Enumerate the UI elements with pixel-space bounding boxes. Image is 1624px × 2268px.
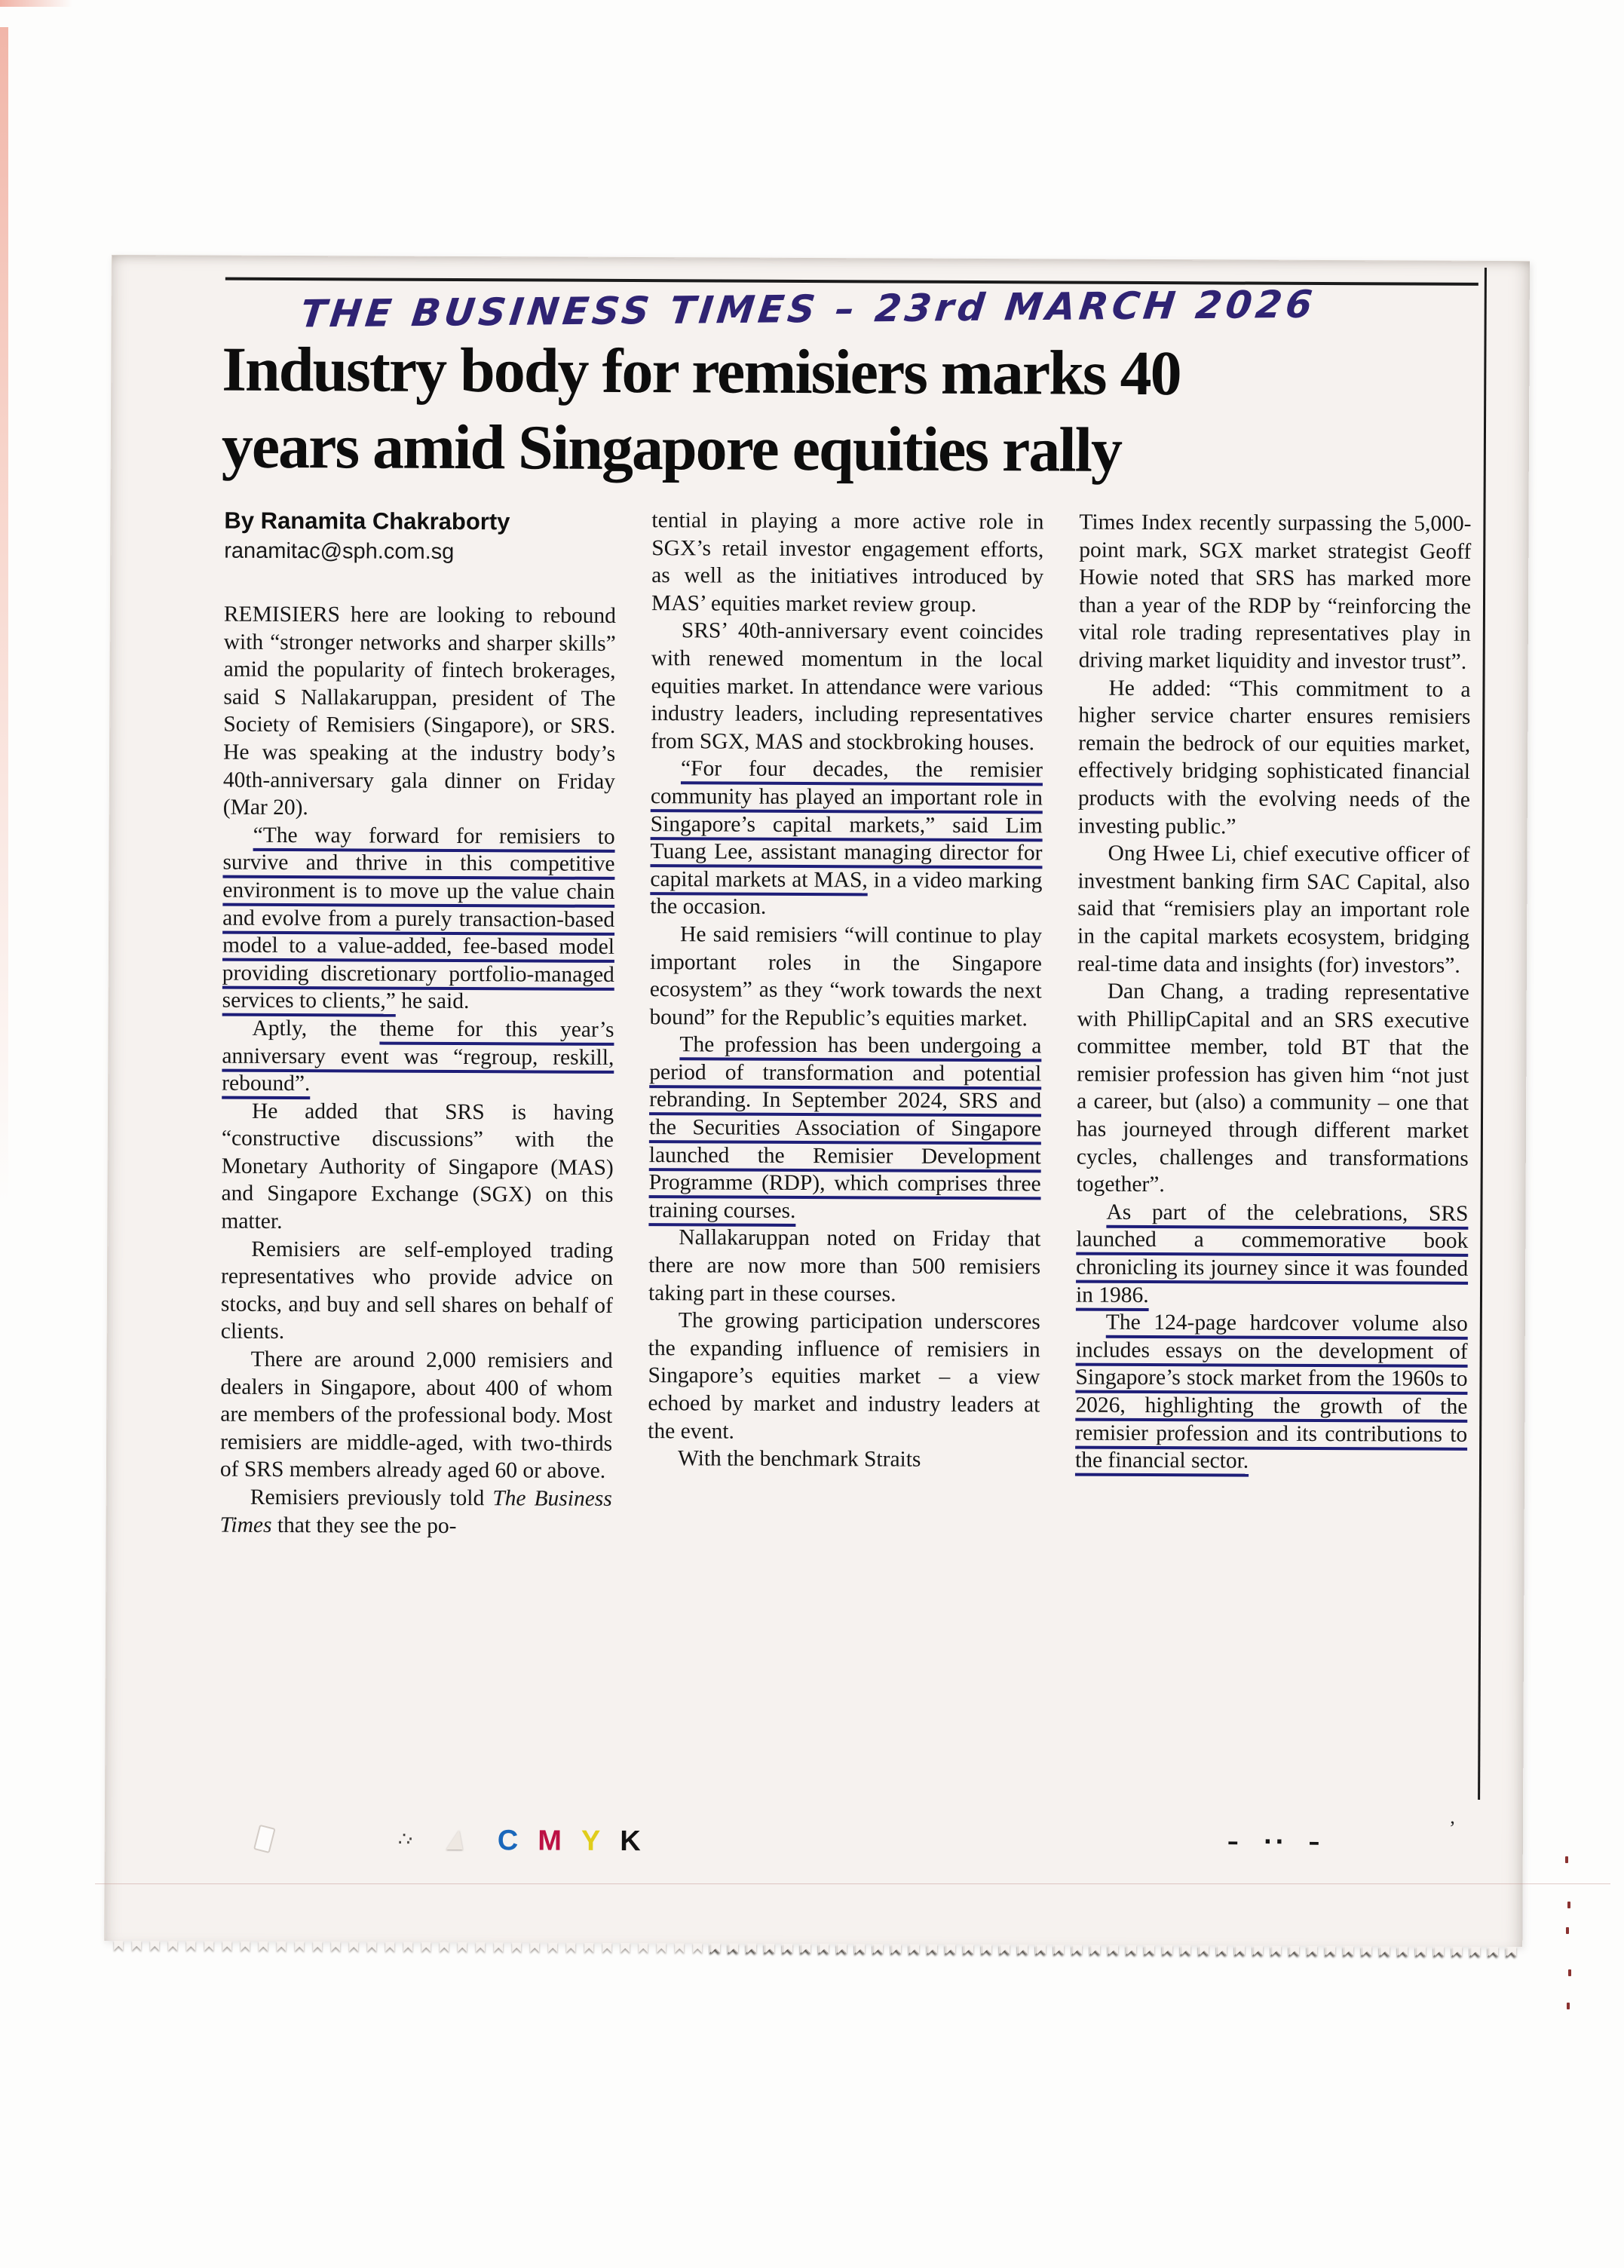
scan-artifact bbox=[1568, 1969, 1571, 1976]
article-paragraph bbox=[648, 1224, 1040, 1309]
scan-edge-tint-top bbox=[0, 0, 72, 7]
article-paragraph bbox=[1076, 1198, 1469, 1310]
text-segment: Remisiers are self-employed trading representatives who provide advice on stocks, and buy and sell shares on behalf of clients. bbox=[220, 1237, 614, 1344]
column-body bbox=[1075, 509, 1472, 1476]
headline-line-1: Industry body for remisiers marks 40 bbox=[222, 334, 1181, 409]
paper-smudge-triangle bbox=[446, 1830, 463, 1850]
pen-underlined-text: “For four decades, the remisier community has played an important role in Singapore’s capital markets,” said Lim Tuang Lee, assistant managing director for capital markets at MAS, bbox=[650, 756, 1043, 893]
text-segment: Dan Chang, a trading representative with PhillipCapital and an SRS executive committee member, told BT that the remisier profession has given him “not just a career, but (also) a community – one that has journeyed through different market cycles, challenges and transformations together”. bbox=[1076, 979, 1469, 1197]
text-segment: He added: “This commitment to a higher service charter ensures remisiers remain the bedrock of our equities market, effectively bridging sophisticated financial products with the evolving needs of the investing public.” bbox=[1077, 676, 1471, 839]
newspaper-clipping bbox=[104, 255, 1530, 1947]
cmyk-letter-k: K bbox=[620, 1825, 641, 1858]
ink-speck bbox=[1449, 1817, 1456, 1840]
article-paragraph bbox=[650, 755, 1043, 922]
cmyk-letter-c: C bbox=[497, 1825, 519, 1857]
pen-underlined-text: theme for this year’s anniversary event was “regroup, reskill, rebound”. bbox=[222, 1016, 614, 1096]
text-segment: Aptly, the bbox=[252, 1016, 380, 1041]
text-segment: With the benchmark Straits bbox=[677, 1446, 921, 1472]
headline-line-2: years amid Singapore equities rally bbox=[221, 411, 1122, 486]
handwritten-date-note: THE BUSINESS TIMES – 23rd MARCH 2026 bbox=[298, 282, 1319, 336]
article-paragraph bbox=[220, 1484, 612, 1540]
text-segment: Nallakaruppan noted on Friday that there are now more than 500 remisiers taking part in these courses. bbox=[648, 1225, 1041, 1307]
text-segment: Remisiers previously told bbox=[250, 1485, 493, 1511]
article-paragraph bbox=[650, 921, 1043, 1033]
byline: By Ranamita Chakraborty bbox=[224, 507, 510, 535]
scan-edge-tint-left bbox=[0, 27, 8, 1203]
text-segment: Ong Hwee Li, chief executive officer of investment banking firm SAC Capital, also said that “remisiers play an important role in the capital markets ecosystem, bridging real-time data and insights (for) investors”. bbox=[1077, 841, 1470, 978]
scan-artifact bbox=[1567, 1902, 1570, 1908]
scan-fold-line bbox=[95, 1883, 1610, 1884]
pen-underlined-text: The 124-page hardcover volume also includes essays on the development of Singapore’s stock market from the 1960s to 2026, highlighting the growth of the remisier profession and its contributions to the financial sector. bbox=[1074, 1310, 1468, 1473]
article-paragraph bbox=[220, 1346, 613, 1485]
text-segment: The growing participation underscores the expanding influence of remisiers in Singapore’s equities market – a view echoed by market and industry leaders at the event. bbox=[648, 1308, 1040, 1444]
print-marks-row bbox=[106, 1822, 1523, 1866]
text-segment: REMISIERS here are looking to rebound with “stronger networks and sharper skills” amid the popularity of fintech brokerages, said S Nallakaruppan, president of The Society of Remisiers (Singapore), or SRS. He was speaking at the industry body’s 40th-anniversary gala dinner on Friday (Mar 20). bbox=[222, 602, 616, 820]
registration-dashes: – ·· – bbox=[1227, 1828, 1323, 1856]
article-paragraph bbox=[222, 821, 615, 1016]
cmyk-letter-m: M bbox=[538, 1825, 562, 1857]
article-paragraph bbox=[221, 1235, 614, 1347]
column-rule bbox=[1478, 268, 1487, 1800]
text-segment: in a video marking the occasion. bbox=[650, 868, 1043, 920]
article-paragraph bbox=[221, 1097, 614, 1237]
article-paragraph bbox=[651, 618, 1043, 757]
text-segment: he said. bbox=[395, 988, 470, 1014]
headline bbox=[222, 332, 1527, 492]
article-paragraph bbox=[223, 601, 616, 823]
paper-smudge bbox=[253, 1825, 276, 1853]
article-paragraph bbox=[1078, 674, 1471, 841]
byline-email: ranamitac@sph.com.sg bbox=[224, 538, 455, 564]
torn-edge-shadow bbox=[700, 1943, 1522, 1957]
column-body bbox=[220, 601, 616, 1540]
scan-artifact bbox=[1566, 1927, 1569, 1934]
ink-speck bbox=[298, 1298, 308, 1316]
article-columns bbox=[219, 505, 1473, 1826]
article-paragraph bbox=[648, 1307, 1040, 1446]
scan-artifact bbox=[1567, 2003, 1570, 2009]
article-paragraph bbox=[1079, 509, 1472, 676]
column-body bbox=[648, 507, 1044, 1474]
article-paragraph bbox=[651, 507, 1044, 619]
article-column-3 bbox=[1074, 509, 1472, 1826]
ink-speck bbox=[398, 1828, 411, 1851]
pen-underlined-text: The profession has been undergoing a period of transformation and potential rebranding. In September 2024, SRS and the Securities Association of Singapore launched the Remisier Development Programme (RDP), which comprises three training courses. bbox=[648, 1032, 1042, 1223]
cmyk-letter-y: Y bbox=[581, 1825, 601, 1857]
text-segment: Times Index recently surpassing the 5,000-point mark, SGX market strategist Geoff Howie noted that SRS has marked more than a year of the RDP by “reinforcing the vital role trading representatives play in driving market liquidity and investor trust”. bbox=[1078, 510, 1472, 674]
article-paragraph bbox=[1077, 978, 1469, 1200]
pen-underlined-text: As part of the celebrations, SRS launched a commemorative book chronicling its journey since it was founded in 1986. bbox=[1075, 1200, 1469, 1307]
pen-underlined-text: “The way forward for remisiers to survive and thrive in this competitive environment is to move up the value chain and evolve from a purely transaction-based model to a value-added, fee-based model providing discretionary portfolio-managed services to clients,” bbox=[222, 823, 615, 1013]
article-column-2 bbox=[646, 507, 1044, 1824]
cmyk-registration-marks bbox=[498, 1824, 641, 1858]
article-paragraph bbox=[648, 1445, 1040, 1474]
text-segment: SRS’ 40th-anniversary event coincides with renewed momentum in the local equities market. In attendance were various industry leaders, including representatives from SGX, MAS and stockbroking houses. bbox=[651, 618, 1043, 755]
article-column-1 bbox=[219, 505, 617, 1822]
text-segment: The Business Times bbox=[219, 1486, 612, 1537]
text-segment: that they see the po- bbox=[271, 1513, 457, 1538]
article-paragraph bbox=[222, 1015, 614, 1099]
article-paragraph bbox=[648, 1031, 1041, 1225]
text-segment: tential in playing a more active role in SGX’s retail investor engagement efforts, as well as the initiatives introduced by MAS’ equities market review group. bbox=[651, 508, 1044, 617]
article-paragraph bbox=[1077, 840, 1470, 979]
text-segment: He added that SRS is having “constructive discussions” with the Monetary Authority of Singapore (MAS) and Singapore Exchange (SGX) on this matter. bbox=[221, 1099, 614, 1234]
text-segment: There are around 2,000 remisiers and dealers in Singapore, about 400 of whom are members of the professional body. Most remisiers are middle-aged, with two-thirds of SRS members already aged 60 or above. bbox=[219, 1347, 613, 1484]
article-paragraph bbox=[1075, 1309, 1468, 1476]
text-segment: He said remisiers “will continue to play important roles in the Singapore ecosystem” as they “work towards the next bound” for the Republic’s equities market. bbox=[649, 922, 1043, 1031]
scan-artifact bbox=[1565, 1856, 1568, 1863]
